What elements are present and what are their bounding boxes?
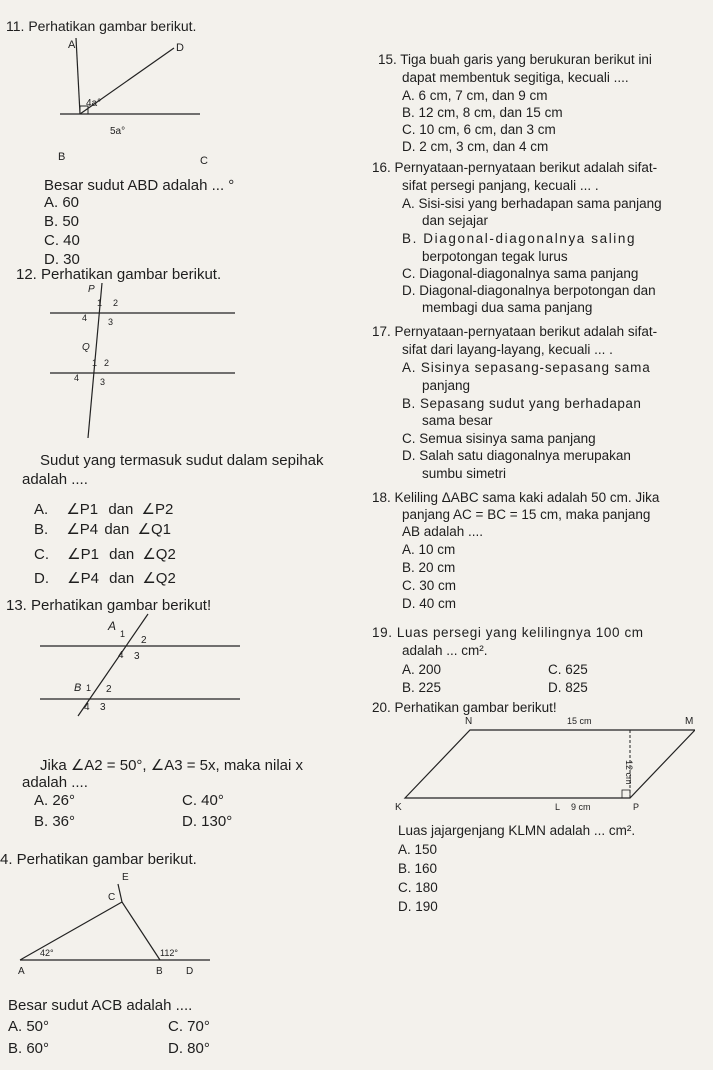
q12-question-line2: adalah .... [22, 471, 88, 488]
q18-title-line3: AB adalah .... [402, 524, 484, 539]
q15-title: 15. Tiga buah garis yang berukuran berikut ini [378, 52, 652, 67]
q11-question: Besar sudut ABD adalah ... ° [44, 177, 235, 194]
q13-label-b: B [74, 682, 82, 694]
q19-title: 19. Luas persegi yang kelilingnya 100 cm [372, 625, 644, 640]
q14-title: 4. Perhatikan gambar berikut. [0, 851, 197, 868]
q19-title-line2: adalah ... cm². [402, 643, 488, 658]
q12-option-angle2: ∠Q2 [142, 570, 176, 587]
q19-option-b[interactable]: B. 225 [402, 680, 442, 695]
q12-q4: 4 [74, 373, 80, 383]
q18-option-d[interactable]: D. 40 cm [402, 596, 457, 611]
q11-option-b[interactable]: B. 50 [44, 213, 80, 230]
q11-label-b: B [58, 151, 66, 163]
q14-line-ac [20, 902, 122, 960]
q11-angle-5a: 5a° [110, 126, 126, 137]
q12-p2: 2 [113, 298, 119, 308]
q12-label-p: P [88, 284, 95, 295]
q17-option-a-line2: panjang [422, 378, 471, 393]
q16-option-c[interactable]: C. Diagonal-diagonalnya sama panjang [402, 266, 639, 281]
q14-label-d: D [186, 966, 194, 977]
q20-label-m: M [685, 716, 694, 727]
q11-line-ba [76, 38, 80, 114]
q13-question-line2: adalah .... [22, 774, 88, 791]
q14-line-cb [122, 902, 160, 960]
q13-figure [40, 612, 260, 722]
q14-figure [10, 868, 250, 988]
q19-option-d[interactable]: D. 825 [548, 680, 588, 695]
q14-angle-112: 112° [160, 948, 178, 958]
q20-option-c[interactable]: C. 180 [398, 880, 438, 895]
q15-option-b[interactable]: B. 12 cm, 8 cm, dan 15 cm [402, 105, 563, 120]
q15-title-line2: dapat membentuk segitiga, kecuali .... [402, 70, 629, 85]
q12-option-d[interactable] [34, 569, 176, 587]
q14-option-b[interactable]: B. 60° [8, 1040, 50, 1057]
q12-option-a[interactable] [34, 500, 173, 518]
q13-b3: 3 [100, 702, 106, 713]
q19-option-c[interactable]: C. 625 [548, 662, 588, 677]
q13-a3: 3 [134, 651, 140, 662]
q12-option-angle1: ∠P4 [67, 570, 99, 587]
q12-q3: 3 [100, 377, 106, 387]
q12-option-dan: dan [108, 501, 134, 518]
q16-option-d-line2: membagi dua sama panjang [422, 300, 593, 315]
q16-option-a-line2: dan sejajar [422, 213, 489, 228]
q12-q1: 1 [92, 358, 98, 368]
q17-option-d-line1[interactable]: D. Salah satu diagonalnya merupakan [402, 448, 631, 463]
q20-label-k: K [395, 802, 402, 813]
q18-title-line2: panjang AC = BC = 15 cm, maka panjang [402, 507, 651, 522]
q20-parallelogram [405, 730, 695, 798]
q14-line-ce [118, 884, 122, 902]
q11-figure [50, 36, 220, 166]
q13-option-a[interactable]: A. 26° [34, 792, 76, 809]
q20-option-a[interactable]: A. 150 [398, 842, 438, 857]
q11-angle-4a: 4a° [86, 98, 102, 109]
q12-option-angle1: ∠P4 [66, 521, 99, 538]
q13-option-d[interactable]: D. 130° [182, 813, 233, 830]
q12-q2: 2 [104, 358, 110, 368]
q17-option-b-line2: sama besar [422, 413, 493, 428]
q12-question-line1: Sudut yang termasuk sudut dalam sepihak [40, 452, 324, 469]
q11-title: 11. Perhatikan gambar berikut. [6, 18, 197, 34]
q11-option-c[interactable]: C. 40 [44, 232, 80, 249]
q20-label-p: P [633, 802, 640, 812]
q14-option-c[interactable]: C. 70° [168, 1018, 210, 1035]
q14-label-b: B [156, 966, 163, 977]
q20-question: Luas jajargenjang KLMN adalah ... cm². [398, 823, 636, 838]
q14-option-a[interactable]: A. 50° [8, 1018, 50, 1035]
q18-title: 18. Keliling ΔABC sama kaki adalah 50 cm. Jika [372, 490, 660, 505]
q12-option-letter: A. [34, 501, 49, 518]
q16-title: 16. Pernyataan-pernyataan berikut adalah sifat- [372, 160, 658, 175]
q20-label-side: 12 cm [624, 760, 634, 785]
q16-option-a-line1[interactable]: A. Sisi-sisi yang berhadapan sama panjang [402, 196, 662, 211]
q14-question: Besar sudut ACB adalah .... [8, 997, 193, 1014]
q20-figure [395, 710, 695, 820]
q12-p1: 1 [97, 298, 103, 308]
q12-option-angle1: ∠P1 [66, 501, 99, 518]
q12-figure [50, 278, 250, 443]
q20-label-n: N [465, 716, 473, 727]
q12-title: 12. Perhatikan gambar berikut. [16, 266, 222, 283]
q17-option-a-line1[interactable]: A. Sisinya sepasang-sepasang sama [402, 360, 651, 375]
q20-label-top: 15 cm [567, 716, 592, 726]
q13-b2: 2 [106, 684, 112, 695]
q15-option-c[interactable]: C. 10 cm, 6 cm, dan 3 cm [402, 122, 556, 137]
q16-option-d-line1[interactable]: D. Diagonal-diagonalnya berpotongan dan [402, 283, 656, 298]
q11-option-a[interactable]: A. 60 [44, 194, 80, 211]
q11-option-d[interactable]: D. 30 [44, 251, 80, 268]
q17-option-c[interactable]: C. Semua sisinya sama panjang [402, 431, 596, 446]
q17-option-d-line2: sumbu simetri [422, 466, 507, 481]
q12-p4: 4 [82, 313, 88, 323]
q13-b1: 1 [86, 683, 92, 693]
q13-title: 13. Perhatikan gambar berikut! [6, 597, 212, 614]
q15-option-d[interactable]: D. 2 cm, 3 cm, dan 4 cm [402, 139, 549, 154]
q12-option-angle2: ∠Q2 [142, 546, 176, 563]
q12-option-angle1: ∠P1 [67, 546, 99, 563]
q12-option-letter: C. [34, 546, 49, 563]
q11-label-d: D [176, 42, 184, 54]
q20-option-b[interactable]: B. 160 [398, 861, 438, 876]
q13-a2: 2 [141, 635, 147, 646]
q20-option-d[interactable]: D. 190 [398, 899, 438, 914]
q16-option-b-line1[interactable]: B. Diagonal-diagonalnya saling [402, 231, 637, 246]
q12-option-dan: dan [104, 521, 130, 538]
q13-b4: 4 [84, 702, 90, 713]
q17-title: 17. Pernyataan-pernyataan berikut adalah sifat- [372, 324, 658, 339]
q13-question-line1: Jika ∠A2 = 50°, ∠A3 = 5x, maka nilai x [40, 757, 304, 774]
q18-option-b[interactable]: B. 20 cm [402, 560, 456, 575]
q11-label-c: C [200, 155, 208, 166]
q12-p3: 3 [108, 317, 114, 327]
q18-option-a[interactable]: A. 10 cm [402, 542, 456, 557]
q14-angle-42: 42° [40, 948, 54, 958]
q13-label-a: A [108, 619, 117, 633]
q12-option-c[interactable] [34, 545, 176, 563]
q14-label-e: E [122, 872, 129, 883]
q12-option-angle2: ∠Q1 [137, 521, 171, 538]
q14-label-a: A [18, 966, 25, 977]
q14-label-c: C [108, 892, 116, 903]
q14-option-d[interactable]: D. 80° [168, 1040, 210, 1057]
q17-title-line2: sifat dari layang-layang, kecuali ... . [402, 342, 613, 357]
q12-option-letter: B. [34, 521, 49, 538]
q20-label-bottom: 9 cm [571, 802, 591, 812]
q13-option-c[interactable]: C. 40° [182, 792, 224, 809]
q11-label-a: A [68, 39, 76, 51]
q15-option-a[interactable]: A. 6 cm, 7 cm, dan 9 cm [402, 88, 548, 103]
q17-option-b-line1[interactable]: B. Sepasang sudut yang berhadapan [402, 396, 642, 411]
q12-option-b[interactable] [34, 520, 171, 538]
q19-option-a[interactable]: A. 200 [402, 662, 442, 677]
q16-title-line2: sifat persegi panjang, kecuali ... . [402, 178, 599, 193]
q13-a4: 4 [118, 650, 124, 661]
q20-label-l: L [555, 802, 561, 812]
q13-a1: 1 [120, 629, 126, 639]
q16-option-b-line2: berpotongan tegak lurus [422, 249, 568, 264]
q12-option-letter: D. [34, 570, 49, 587]
q13-option-b[interactable]: B. 36° [34, 813, 76, 830]
q12-option-dan: dan [109, 570, 135, 587]
q12-option-angle2: ∠P2 [141, 501, 174, 518]
q18-option-c[interactable]: C. 30 cm [402, 578, 457, 593]
q20-right-angle-mark [622, 790, 630, 798]
q20-title: 20. Perhatikan gambar berikut! [372, 700, 557, 715]
q12-option-dan: dan [109, 546, 135, 563]
q12-label-q: Q [82, 342, 90, 353]
